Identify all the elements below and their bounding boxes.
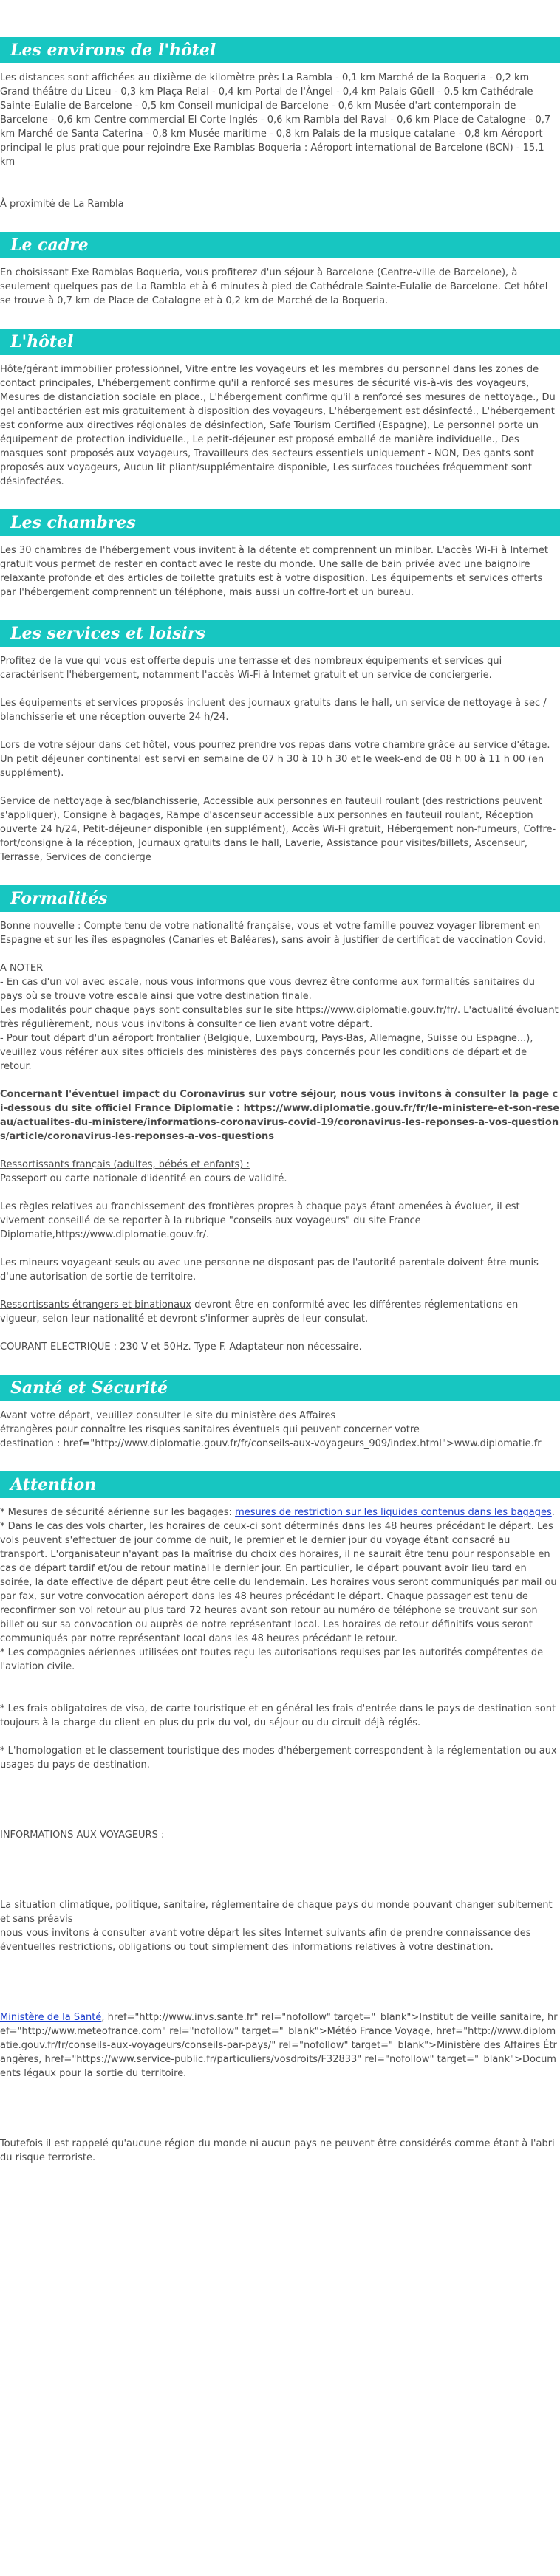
cadre-text: En choisissant Exe Ramblas Boqueria, vous profiterez d'un séjour à Barcelone (Centre-ville de Barcelone), à seulement quelques pas de La Rambla et à 6 minutes à pied de Cathédrale Sainte-Eulalie de Barcelone. Cet hôtel se trouve à 0,7 km de Place de Catalogne et à 0,2 km de Marché de la Boqueria. <box>0 267 548 306</box>
services-p3: Lors de votre séjour dans cet hôtel, vous pourrez prendre vos repas dans votre chambre grâce au service d'étage. Un petit déjeuner continental est servi en semaine de 07 h 30 à 10 h 30 et le week-end de 08 h 00 à 11 h 00 (en supplément). <box>0 740 550 779</box>
section-services <box>0 620 560 865</box>
attention-homologation: * L'homologation et le classement touristique des modes d'hébergement correspondent à la réglementation ou aux usages du pays de destination. <box>0 1745 557 1770</box>
environs-proximite: À proximité de La Rambla <box>0 199 124 210</box>
section-title-hotel: L'hôtel <box>0 329 560 355</box>
sante-line-3: destination : href="http://www.diplomatie.gouv.fr/fr/conseils-aux-voyageurs_909/index.html">www.diplomatie.fr <box>0 1438 542 1449</box>
attention-info-title: INFORMATIONS AUX VOYAGEURS : <box>0 1830 165 1841</box>
services-p4: Service de nettoyage à sec/blanchisserie, Accessible aux personnes en fauteuil roulant (des restrictions peuvent s'appliquer), Consigne à bagages, Rampe d'ascenseur accessible aux personnes en fauteuil roulant, Réception ouverte 24 h/24, Petit-déjeuner disponible (en supplément), Accès Wi-Fi gratuit, Hébergement non-fumeurs, Coffre-fort/consigne à la réception, Journaux gratuits dans le hall, Laverie, Assistance pour visites/billets, Ascenseur, Terrasse, Services de concierge <box>0 796 556 863</box>
attention-frais: * Les frais obligatoires de visa, de carte touristique et en général les frais d'entrée dans le pays de destination sont toujours à la charge du client en plus du prix du vol, du séjour ou du circuit déjà réglés. <box>0 1703 556 1728</box>
section-title-chambres: Les chambres <box>0 509 560 536</box>
attention-ministere-rest: , href="http://www.invs.sante.fr" rel="nofollow" target="_blank">Institut de veille sanitaire, href="http://www.meteofrance.com" rel="nofollow" target="_blank">Météo France Voyage, href="http://www.diplomatie.gouv.fr/fr/conseils-aux-voyageurs/conseils-par-pays/" rel="nofollow" target="_blank">Ministère des Affaires Étrangères, href="https://www.service-public.fr/particuliers/vosdroits/F32833" rel="nofollow" target="_blank">Documents légaux pour la sortie du territoire. <box>0 2012 558 2079</box>
formalites-ress-etr-text: devront être en conformité avec les différentes réglementations en vigueur, selon leur nationalité et devront s'informer auprès de leur consulat. <box>0 1299 519 1325</box>
attention-compagnies: * Les compagnies aériennes utilisées ont toutes reçu les autorisations requises par les autorités compétentes de l'aviation civile. <box>0 1647 544 1672</box>
sante-line-1: Avant votre départ, veuillez consulter le site du ministère des Affaires <box>0 1410 336 1421</box>
section-title-environs: Les environs de l'hôtel <box>0 37 560 63</box>
attention-situation-2: nous vous invitons à consulter avant votre départ les sites Internet suivants afin de prendre connaissance des éventuelles restrictions, obligations ou tout simplement des informations relatives à votre destination. <box>0 1928 531 1953</box>
formalites-nota-3: - Pour tout départ d'un aéroport frontalier (Belgique, Luxembourg, Pays-Bas, Allemagne, Suisse ou Espagne...), veuillez vous référer aux sites officiels des ministères des pays concernés pour les conditions de départ et de retour. <box>0 1033 533 1072</box>
formalites-p1: Bonne nouvelle : Compte tenu de votre nationalité française, vous et votre famille pouvez voyager librement en Espagne et sur les îles espagnoles (Canaries et Baléares), sans avoir à justifier de certificat de vaccination Covid. <box>0 921 546 946</box>
attention-terrorisme: Toutefois il est rappelé qu'aucune région du monde ni aucun pays ne peuvent être considérés comme étant à l'abri du risque terroriste. <box>0 2138 555 2163</box>
attention-ministere <box>0 2010 560 2081</box>
hotel-text: Hôte/gérant immobilier professionnel, Vitre entre les voyageurs et les membres du personnel dans les zones de contact principales, L'hébergement confirme qu'il a renforcé ses mesures de sécurité vis-à-vis des voyageurs, Mesures de distanciation sociale en place., L'hébergement confirme qu'il a renforcé ses mesures de nettoyage., Du gel antibactérien est mis gratuitement à disposition des voyageurs, L'hébergement est désinfecté., L'hébergement est conforme aux directives régionales de désinfection, Safe Tourism Certified (Espagne), Le personnel porte un équipement de protection individuelle., Le petit-déjeuner est proposé emballé de manière individuelle., Des masques sont proposés aux voyageurs, Travailleurs des secteurs essentiels uniquement - NON, Des gants sont proposés aux voyageurs, Aucun lit pliant/supplémentaire disponible, Les surfaces touchées fréquemment sont désinfectées. <box>0 364 556 487</box>
section-title-services: Les services et loisirs <box>0 620 560 647</box>
section-chambres <box>0 509 560 600</box>
formalites-regles: Les règles relatives au franchissement des frontières propres à chaque pays étant amenées à évoluer, il est vivement conseillé de se reporter à la rubrique "conseils aux voyageurs" du site France Diplomatie,https://www.diplomatie.gouv.fr/. <box>0 1201 520 1240</box>
section-title-cadre: Le cadre <box>0 232 560 258</box>
section-environs <box>0 37 560 211</box>
section-attention <box>0 1471 560 2165</box>
formalites-ress-fr-text: Passeport ou carte nationale d'identité en cours de validité. <box>0 1173 287 1184</box>
services-p2: Les équipements et services proposés incluent des journaux gratuits dans le hall, un service de nettoyage à sec / blanchisserie et une réception ouverte 24 h/24. <box>0 698 547 723</box>
liquides-restriction-link[interactable]: mesures de restriction sur les liquides contenus dans les bagages <box>235 1507 552 1518</box>
services-p1: Profitez de la vue qui vous est offerte depuis une terrasse et des nombreux équipements et services qui caractérisent l'hébergement, notamment l'accès Wi-Fi à Internet gratuit et un service de conciergerie. <box>0 656 502 681</box>
formalites-mineurs: Les mineurs voyageant seuls ou avec une personne ne disposant pas de l'autorité parentale doivent être munis d'une autorisation de sortie de territoire. <box>0 1257 539 1282</box>
sante-line-2: étrangères pour connaître les risques sanitaires éventuels qui peuvent concerner votre <box>0 1424 420 1435</box>
attention-situation-1: La situation climatique, politique, sanitaire, réglementaire de chaque pays du monde pouvant changer subitement et sans préavis <box>0 1900 553 1925</box>
formalites-nota-title: A NOTER <box>0 963 44 974</box>
section-title-sante: Santé et Sécurité <box>0 1375 560 1401</box>
environs-distances: Les distances sont affichées au dixième de kilomètre près La Rambla - 0,1 km Marché de la Boqueria - 0,2 km Grand théâtre du Liceu - 0,3 km Plaça Reial - 0,4 km Portal de l'Àngel - 0,4 km Palais Güell - 0,5 km Cathédrale Sainte-Eulalie de Barcelone - 0,5 km Conseil municipal de Barcelone - 0,6 km Musée d'art contemporain de Barcelone - 0,6 km Centre commercial El Corte Inglés - 0,6 km Rambla del Raval - 0,6 km Place de Catalogne - 0,7 km Marché de Santa Caterina - 0,8 km Musée maritime - 0,8 km Palais de la musique catalane - 0,8 km Aéroport principal le plus pratique pour rejoindre Exe Ramblas Boqueria : Aéroport international de Barcelone (BCN) - 15,1 km <box>0 72 551 168</box>
page <box>0 37 560 2194</box>
chambres-text: Les 30 chambres de l'hébergement vous invitent à la détente et comprennent un minibar. L'accès Wi-Fi à Internet gratuit vous permet de rester en contact avec le reste du monde. Une salle de bain privée avec une baignoire relaxante profonde et des articles de toilette gratuits est à votre disposition. Les équipements et services offerts par l'hébergement comprennent un téléphone, mais aussi un coffre-fort et un bureau. <box>0 545 548 598</box>
attention-bagages-pre: * Mesures de sécurité aérienne sur les bagages: <box>0 1507 236 1518</box>
formalites-ress-etr-title: Ressortissants étrangers et binationaux <box>0 1299 191 1311</box>
section-hotel <box>0 329 560 489</box>
formalites-ress-fr-title: Ressortissants français (adultes, bébés et enfants) : <box>0 1159 250 1170</box>
section-title-formalites: Formalités <box>0 885 560 912</box>
section-formalites <box>0 885 560 1354</box>
attention-bagages <box>0 1505 560 1519</box>
formalites-nota-1: - En cas d'un vol avec escale, nous vous informons que vous devrez être conforme aux formalités sanitaires du pays où se trouve votre escale ainsi que votre destination finale. <box>0 977 536 1002</box>
formalites-nota-2: Les modalités pour chaque pays sont consultables sur le site https://www.diplomatie.gouv.fr/fr/. L'actualité évoluant très régulièrement, nous vous invitons à consulter ce lien avant votre départ. <box>0 1005 559 1030</box>
formalites-covid: Concernant l'éventuel impact du Coronavirus sur votre séjour, nous vous invitons à consulter la page ci-dessous du site officiel France Diplomatie : https://www.diplomatie.gouv.fr/fr/le-ministere-et-son-reseau/actualites-du-ministere/informations-coronavirus-covid-19/coronavirus-les-reponses-a-vos-questions/article/coronavirus-les-reponses-a-vos-questions <box>0 1089 560 1142</box>
attention-bagages-post: . <box>551 1507 555 1518</box>
section-title-attention: Attention <box>0 1471 560 1498</box>
attention-vols: * Dans le cas des vols charter, les horaires de ceux-ci sont déterminés dans les 48 heures précédant le départ. Les vols peuvent s'effectuer de jour comme de nuit, le premier et le dernier jour du voyage étant consacré au transport. L'organisateur n'ayant pas la maîtrise du choix des horaires, il ne saurait être tenu pour responsable en cas de départ tardif et/ou de retour matinal le dernier jour. En particulier, le départ pouvant avoir lieu tard en soirée, la date effective de départ peut être celle du lendemain. Les horaires vous seront communiqués par mail ou par fax, sur votre convocation aéroport dans les 48 heures précédant le départ. Chaque passager est tenu de reconfirmer son vol retour au plus tard 72 heures avant son retour au numéro de téléphone se trouvant sur son billet ou sur sa convocation ou auprès de notre représentant local. Les horaires de retour définitifs vous seront communiqués par notre représentant local dans les 48 heures précédant le retour. <box>0 1521 557 1644</box>
section-sante <box>0 1375 560 1451</box>
formalites-ress-etr <box>0 1298 560 1326</box>
section-cadre <box>0 232 560 308</box>
formalites-courant: COURANT ELECTRIQUE : 230 V et 50Hz. Type F. Adaptateur non nécessaire. <box>0 1342 362 1353</box>
ministere-sante-link[interactable]: Ministère de la Santé <box>0 2012 102 2023</box>
